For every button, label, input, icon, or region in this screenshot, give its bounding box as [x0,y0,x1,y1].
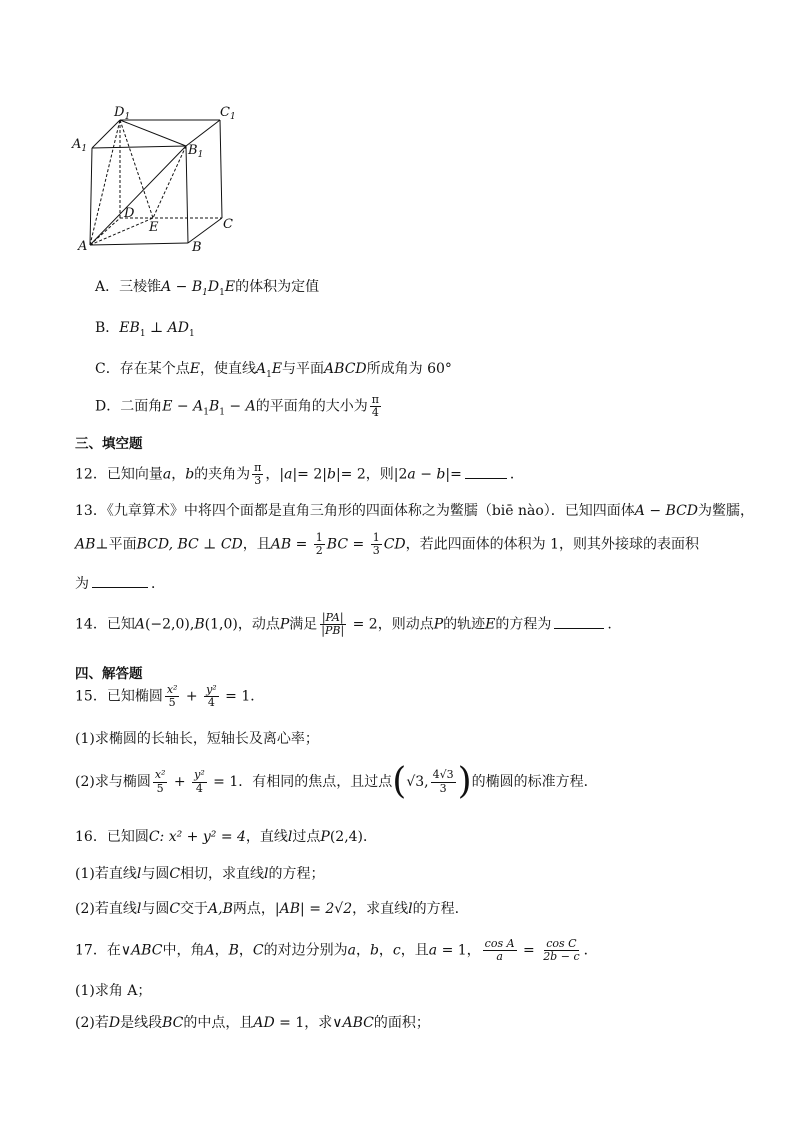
answer-blank[interactable] [554,627,604,629]
label-E: E [149,220,159,235]
question-13-line-3: 为 ． [75,576,165,592]
answer-blank[interactable] [465,477,507,479]
label-D: D [124,206,135,221]
cube-figure [70,100,250,260]
question-17-part-2: (2)若D是线段BC的中点，且AD = 1，求∨ABC的面积； [75,1015,430,1031]
question-15-part-1: (1)求椭圆的长轴长，短轴长及离心率； [75,731,319,747]
label-B1: $B_1$ [188,143,204,160]
label-A1: $A_1$ [72,137,88,154]
question-15: 15．已知椭圆 $\frac{\text{x²}}{5}$ + $\frac{\text{y²}}{4}$ = 1． [75,683,265,710]
label-D1: $D_1$ [114,105,131,122]
question-13-line-1: 13．《九章算术》中将四个面都是直角三角形的四面体称之为鳖臑（biē nào）．已知四面体A − BCD为鳖臑， [75,503,755,519]
question-16-part-1: (1)若直线l与圆C相切，求直线l的方程； [75,866,325,882]
question-17-part-1: (1)求角 A； [75,983,152,999]
label-C: C [223,217,233,232]
question-17: 17．在∨ABC中，角A，B，C的对边分别为a，b，c，且a = 1， $\frac{\text{cos A}}{a}$ = $\frac{\text{cos C}}{2b - c}$ ． [75,937,598,964]
question-16-part-2: (2)若直线l与圆C交于A,B两点，|AB| = 2√2，求直线l的方程. [75,901,460,917]
answer-blank[interactable] [92,586,148,588]
label-A: A [78,239,88,254]
question-12: 12．已知向量a，b的夹角为 $\frac{\pi}{3}$ ，|a|= 2|b|= 2，则|2a − b|= ． [75,461,524,488]
question-14: 14．已知A(−2,0),B(1,0)，动点P满足 $\frac{|PA|}{|PB|}$ = 2，则动点P的轨迹E的方程为 . [75,611,612,638]
option-a: A．三棱锥$A - B_1D_1E$的体积为定值 [95,279,320,298]
section-fill-heading: 三、填空题 [75,436,143,452]
label-C1: $C_1$ [220,105,236,122]
option-c: C．存在某个点E，使直线$A_1E$与平面ABCD所成角为 60° [95,361,452,380]
option-d: D．二面角$E - A_1B_1 - A$的平面角的大小为 $\frac{\pi}{4}$ [95,393,379,420]
question-16: 16．已知圆C: x² + y² = 4，直线l过点P(2,4)． [75,829,378,845]
option-b: B．$EB_1$ ⊥ $AD_1$ [95,320,195,339]
question-13-line-2: AB⊥平面BCD, BC ⊥ CD，且AB = $\frac{1}{2}$ BC = $\frac{1}{3}$ CD，若此四面体的体积为 1，则其外接球的表面积 [75,531,699,558]
section-solve-heading: 四、解答题 [75,666,143,682]
question-15-part-2: (2)求与椭圆 $\frac{\text{x²}}{5}$ + $\frac{\text{y²}}{4}$ = 1．有相同的焦点，且过点(√3, $\frac{4√3}{3}$ )的椭圆的标准方程． [75,761,598,802]
label-B: B [192,240,202,255]
